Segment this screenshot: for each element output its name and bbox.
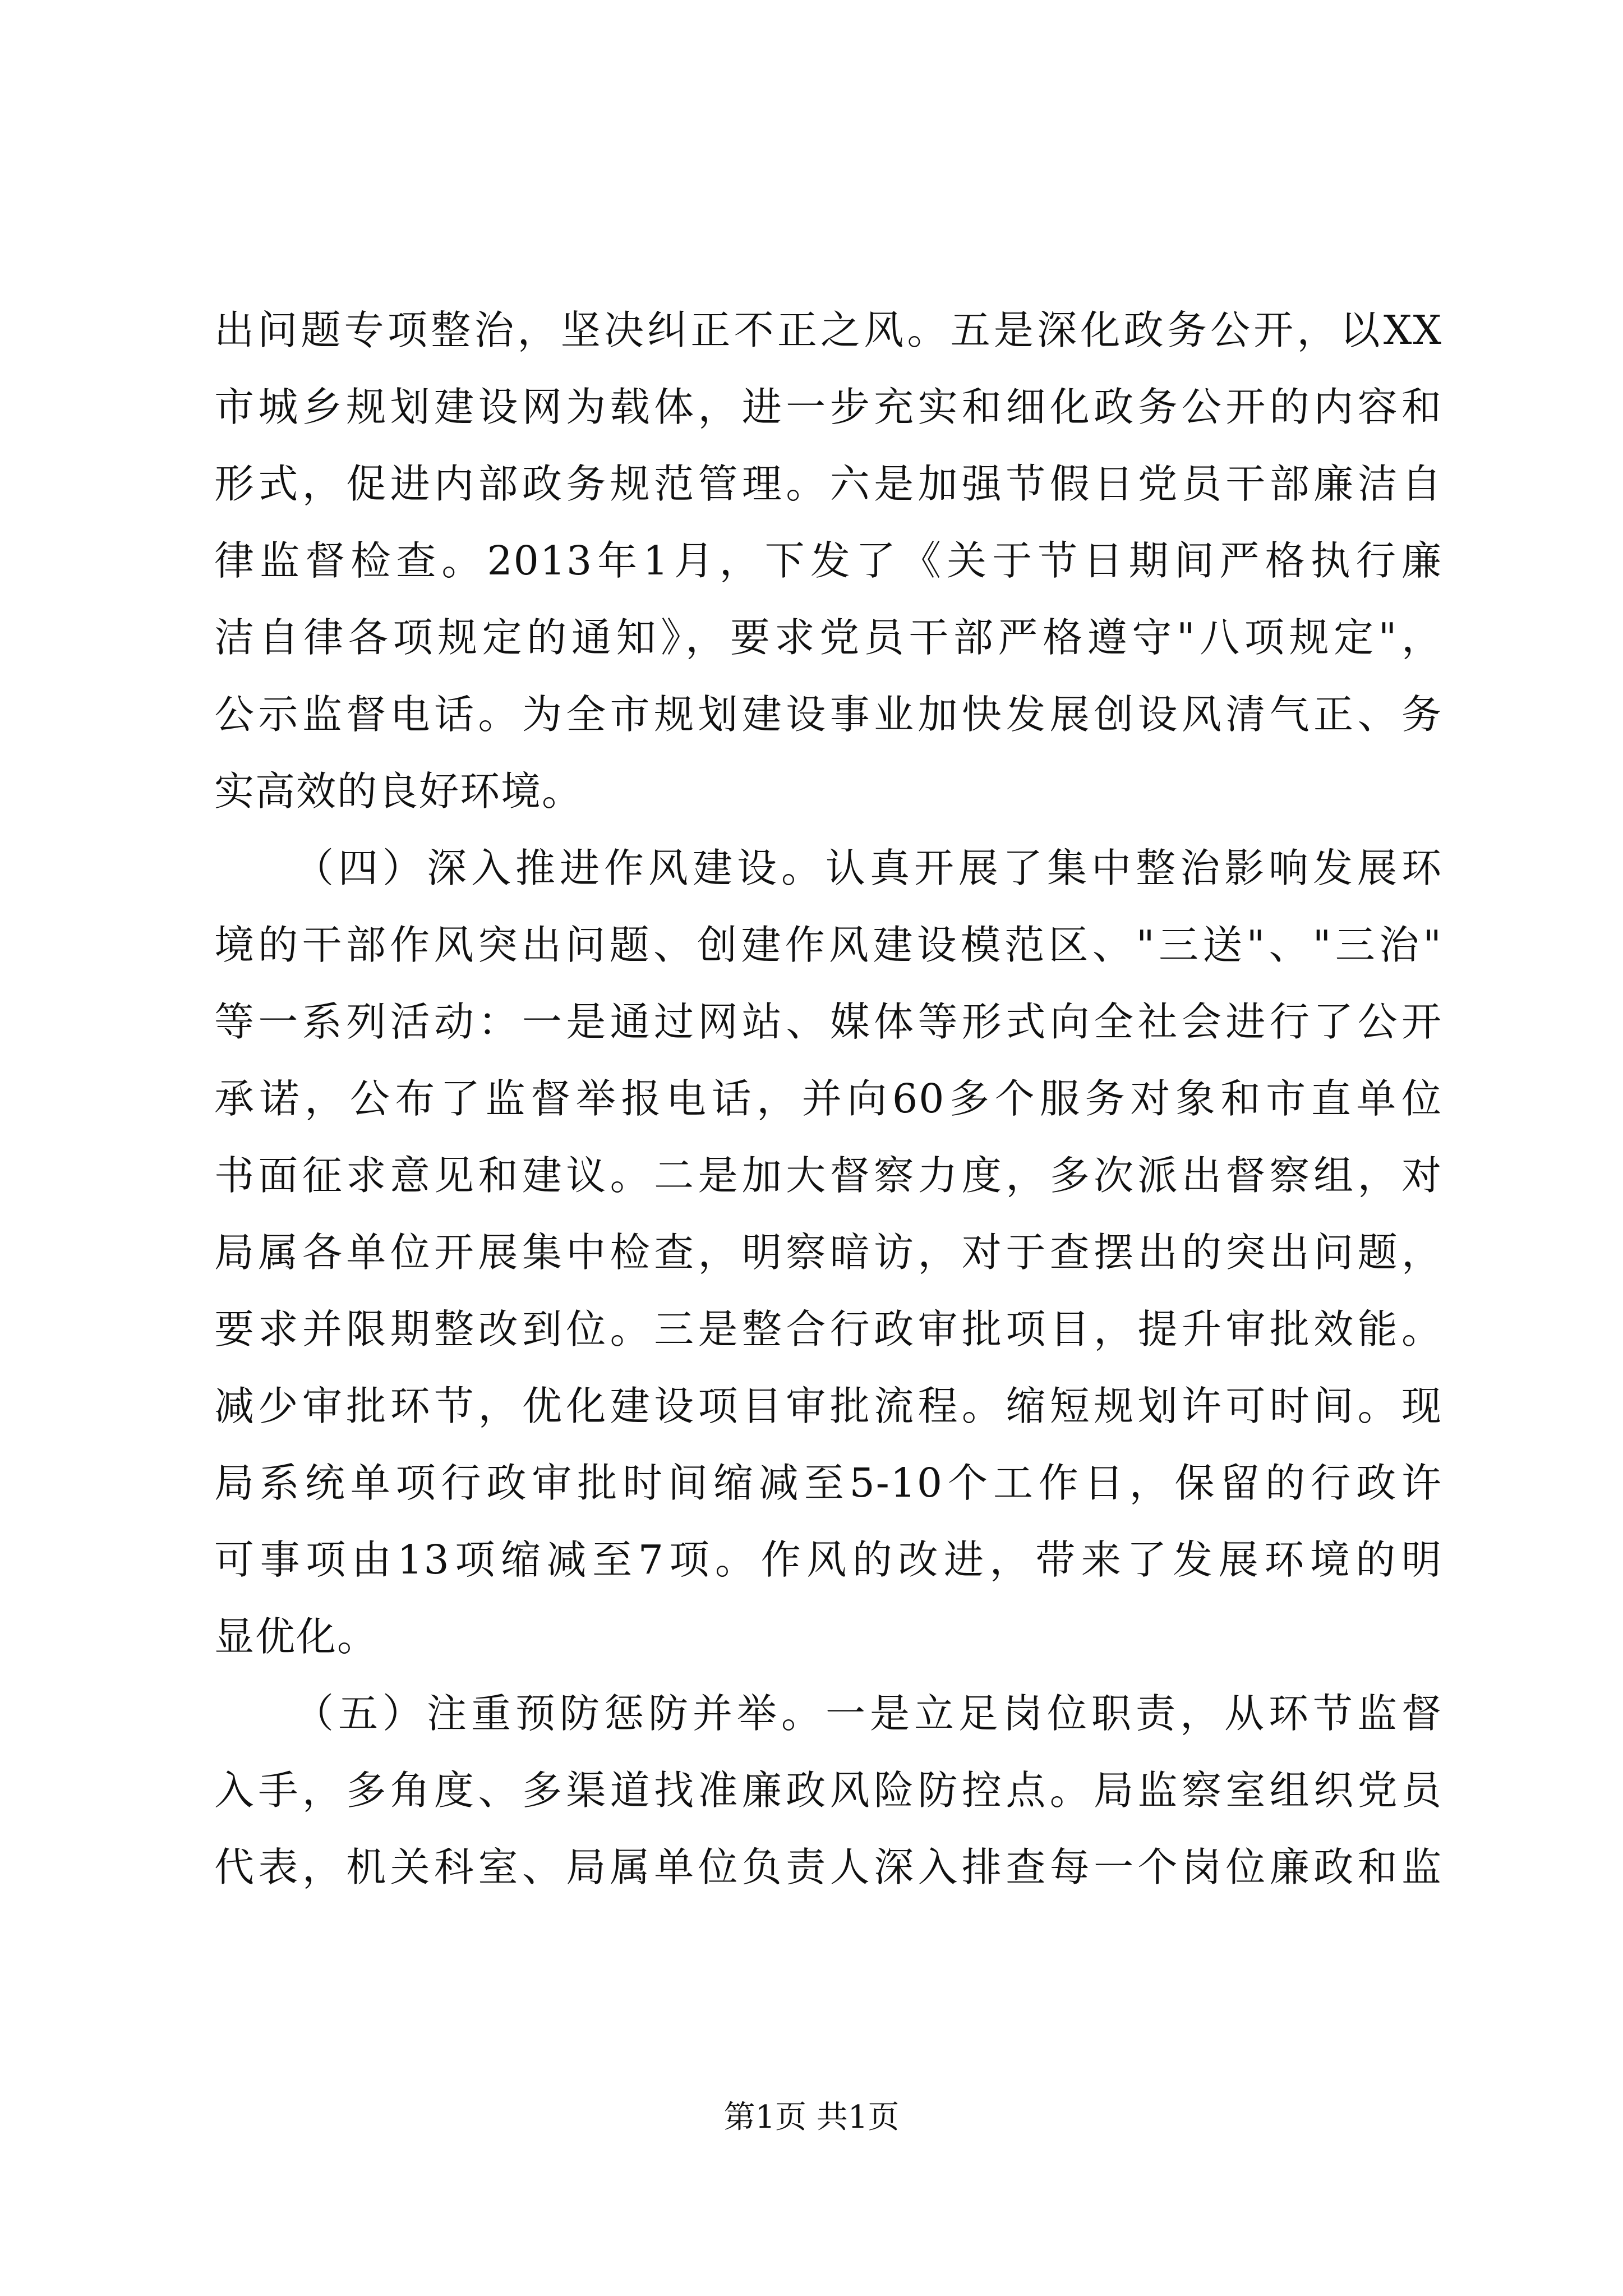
text-line: 形式，促进内部政务规范管理。六是加强节假日党员干部廉洁自 xyxy=(214,461,1442,507)
text-line: 代表，机关科室、局属单位负责人深入排查每一个岗位廉政和监 xyxy=(214,1844,1442,1890)
page-number-label: 第1页 共1页 xyxy=(723,2099,900,2136)
text-line: （四）深入推进作风建设。认真开展了集中整治影响发展环 xyxy=(294,845,1442,891)
text-line: 实高效的良好环境。 xyxy=(214,768,583,815)
text-line: 等一系列活动：一是通过网站、媒体等形式向全社会进行了公开 xyxy=(214,999,1442,1045)
text-line: 律监督检查。2013年1月，下发了《关于节日期间严格执行廉 xyxy=(214,537,1442,584)
text-line: 减少审批环节，优化建设项目审批流程。缩短规划许可时间。现 xyxy=(214,1383,1442,1429)
text-line: 出问题专项整治，坚决纠正不正之风。五是深化政务公开，以XX xyxy=(214,307,1442,353)
text-line: 入手，多角度、多渠道找准廉政风险防控点。局监察室组织党员 xyxy=(214,1767,1442,1814)
text-line: （五）注重预防惩防并举。一是立足岗位职责，从环节监督 xyxy=(294,1690,1442,1737)
text-line: 局系统单项行政审批时间缩减至5-10个工作日，保留的行政许 xyxy=(214,1460,1442,1506)
text-line: 公示监督电话。为全市规划建设事业加快发展创设风清气正、务 xyxy=(214,691,1442,738)
text-line: 书面征求意见和建议。二是加大督察力度，多次派出督察组，对 xyxy=(214,1152,1442,1199)
text-line: 市城乡规划建设网为载体，进一步充实和细化政务公开的内容和 xyxy=(214,384,1442,430)
text-line: 洁自律各项规定的通知》，要求党员干部严格遵守"八项规定"， xyxy=(214,614,1442,661)
document-body xyxy=(214,292,1442,1906)
paragraph-3-section-five xyxy=(214,1675,1442,1906)
text-line: 局属各单位开展集中检查，明察暗访，对于查摆出的突出问题， xyxy=(214,1229,1442,1276)
text-line: 显优化。 xyxy=(214,1613,379,1660)
text-line: 境的干部作风突出问题、创建作风建设模范区、"三送"、"三治" xyxy=(214,922,1442,968)
text-line: 要求并限期整改到位。三是整合行政审批项目，提升审批效能。 xyxy=(214,1306,1442,1352)
text-line: 可事项由13项缩减至7项。作风的改进，带来了发展环境的明 xyxy=(214,1536,1442,1583)
text-line: 承诺，公布了监督举报电话，并向60多个服务对象和市直单位 xyxy=(214,1075,1442,1122)
paragraph-1 xyxy=(214,292,1442,830)
page-footer xyxy=(0,2098,1623,2137)
paragraph-2-section-four xyxy=(214,830,1442,1675)
